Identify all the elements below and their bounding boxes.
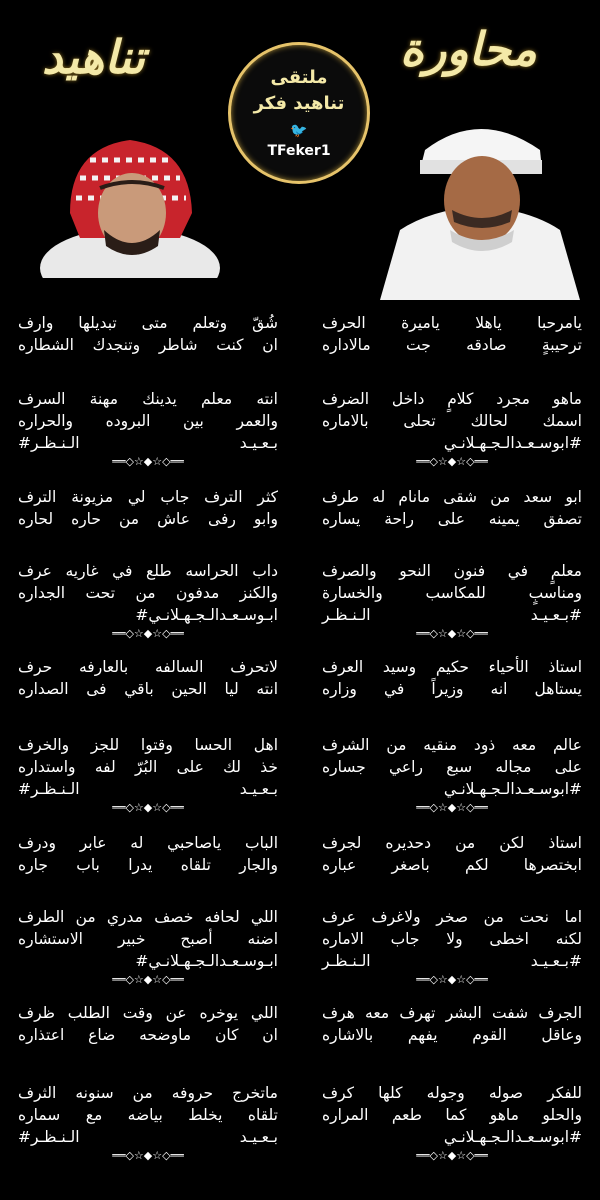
stanza [0,312,296,356]
verse-line: انته معلم يدينك مهنة السرف [18,390,278,408]
verse-line: ابو سعد من شقى مانام له طرف [322,488,582,506]
poem-column-right [304,300,600,1200]
verse-line: عالم معه ذود منقيه من الشرف [322,736,582,754]
verse-line: لاتحرف السالفه بالعارفه حرف [18,658,278,676]
verse-line: تصفق يمينه على راحة يساره [322,510,582,528]
stanza [304,656,600,700]
stanza [0,734,296,816]
signature-hashtag: #ابوسـعـدالـجـهـلانـي [443,780,582,798]
verse-line: اللي يوخره عن وقت الطلب ظرف [18,1004,278,1022]
portrait-right-figure [380,110,580,300]
verse-line: على مجاله سبع راعي جساره [322,758,582,776]
verse-line: ماهو مجرد كلامٍ داخل الضرف [322,390,582,408]
verse-line: الجرف شفت البشر تهرف معه هرف [322,1004,582,1022]
ornament-divider: ══◇☆◆☆◇══ [416,1149,488,1162]
ornament-divider: ══◇☆◆☆◇══ [416,455,488,468]
verse-line: شُقّ وتعلم متى تبديلها وارف [18,314,278,332]
ornament-divider: ══◇☆◆☆◇══ [112,627,184,640]
verse-line: والجار تلقاه يدرا باب جاره [18,856,278,874]
verse-line: اسمك لحالك تحلى بالاماره [322,412,582,430]
badge-line-1: ملتقى [270,67,328,88]
stanza [0,656,296,700]
verse-line: خذ لك على البُرّ لفه واستداره [18,758,278,776]
stanza [304,312,600,356]
stanza [0,486,296,530]
signature-hashtag: #ابوسـعـدالـجـهـلانـي [443,434,582,452]
verse-line: اما نحت من صخر ولاغرف عرف [322,908,582,926]
verse-line: والعمر بين البروده والحراره [18,412,278,430]
verse-line: اهل الحسا وقتوا للجز والخرف [18,736,278,754]
ornament-divider: ══◇☆◆☆◇══ [416,801,488,814]
title-right: محاورة [400,22,537,76]
signature-hashtag: #ابوسـعـدالـجـهـلانـي [443,1128,582,1146]
verse-line: يامرحبا ياهلا ياميرة الحرف [322,314,582,332]
verse-line: استاذ الأحياء حكيم وسيد العرف [322,658,582,676]
verse-line: للفكر صوله وجوله كلها كرف [322,1084,582,1102]
signature-hashtag: بـعـيـد الـنـظـر# [18,780,278,798]
stanza [0,1082,296,1164]
verse-line: ماتخرج حروفه من سنونه الثرف [18,1084,278,1102]
stanza [0,906,296,988]
verse-line: معلمٍ في فنون النحو والصرف [322,562,582,580]
verse-line: يستاهل انه وزيراً في وزاره [322,680,582,698]
verse-line: استاذ لكن من دحديره لجرف [322,834,582,852]
verse-line: ابختصرها لكم باصغر عباره [322,856,582,874]
signature-hashtag: بـعـيـد الـنـظـر# [18,1128,278,1146]
badge-handle: TFeker1 [267,143,331,159]
stanza [304,388,600,470]
ornament-divider: ══◇☆◆☆◇══ [112,455,184,468]
signature-hashtag: ابـوسـعـدالـجـهـلانـي# [135,952,278,970]
verse-line: ومناسبٍ للمكاسب والخسارة [322,584,582,602]
verse-line: والحلو ماهو كما طعم المراره [322,1106,582,1124]
ornament-divider: ══◇☆◆☆◇══ [416,973,488,986]
stanza [0,388,296,470]
portrait-left [40,118,220,278]
stanza [304,560,600,642]
badge-line-2: تناهيد فكر [253,93,345,114]
verse-line: ان كنت شاطر وتنجدك الشطاره [18,336,278,354]
signature-hashtag: ابـوسـعـدالـجـهـلانـي# [135,606,278,624]
stanza [0,1002,296,1046]
verse-line: الباب ياصاحبي له عابر ودرف [18,834,278,852]
verse-line: وعاقل القوم يفهم بالاشاره [322,1026,582,1044]
verse-line: ترحيبةٍ صادقه جت مالاداره [322,336,582,354]
stanza [304,906,600,988]
stanza [304,486,600,530]
stanza [304,1002,600,1046]
ornament-divider: ══◇☆◆☆◇══ [112,1149,184,1162]
signature-hashtag: #بـعـيـد الـنـظـر [322,606,582,624]
ornament-divider: ══◇☆◆☆◇══ [112,801,184,814]
community-badge [228,42,370,184]
verse-line: اضنه أصبح خبير الاستشاره [18,930,278,948]
stanza [0,832,296,876]
verse-line: داب الحراسه طلع في غاريه عرف [18,562,278,580]
stanza [304,734,600,816]
header [0,0,600,300]
signature-hashtag: بـعـيـد الـنـظـر# [18,434,278,452]
verse-line: انته ليا الحين باقي فى الصداره [18,680,278,698]
stanza [304,832,600,876]
stanza [304,1082,600,1164]
verse-line: وابو رفى عاش من حاره لحاره [18,510,278,528]
poem-body [0,300,600,1200]
twitter-bird-icon: 🐦 [290,123,308,139]
verse-line: اللي لحافه خصف مدري من الطرف [18,908,278,926]
ornament-divider: ══◇☆◆☆◇══ [112,973,184,986]
poem-column-left [0,300,296,1200]
verse-line: لكنه اخطى ولا جاب الاماره [322,930,582,948]
portrait-left-figure [40,118,220,278]
ornament-divider: ══◇☆◆☆◇══ [416,627,488,640]
verse-line: تلقاه يخلط بياضه مع سماره [18,1106,278,1124]
signature-hashtag: #بـعـيـد الـنـظـر [322,952,582,970]
title-left: تناهيد [42,30,145,84]
verse-line: كثر الترف جاب لي مزيونة الترف [18,488,278,506]
portrait-right [380,110,580,300]
verse-line: والكنز مدفون من تحت الجداره [18,584,278,602]
verse-line: ان كان ماوضحه ضاع اعتذاره [18,1026,278,1044]
stanza [0,560,296,642]
